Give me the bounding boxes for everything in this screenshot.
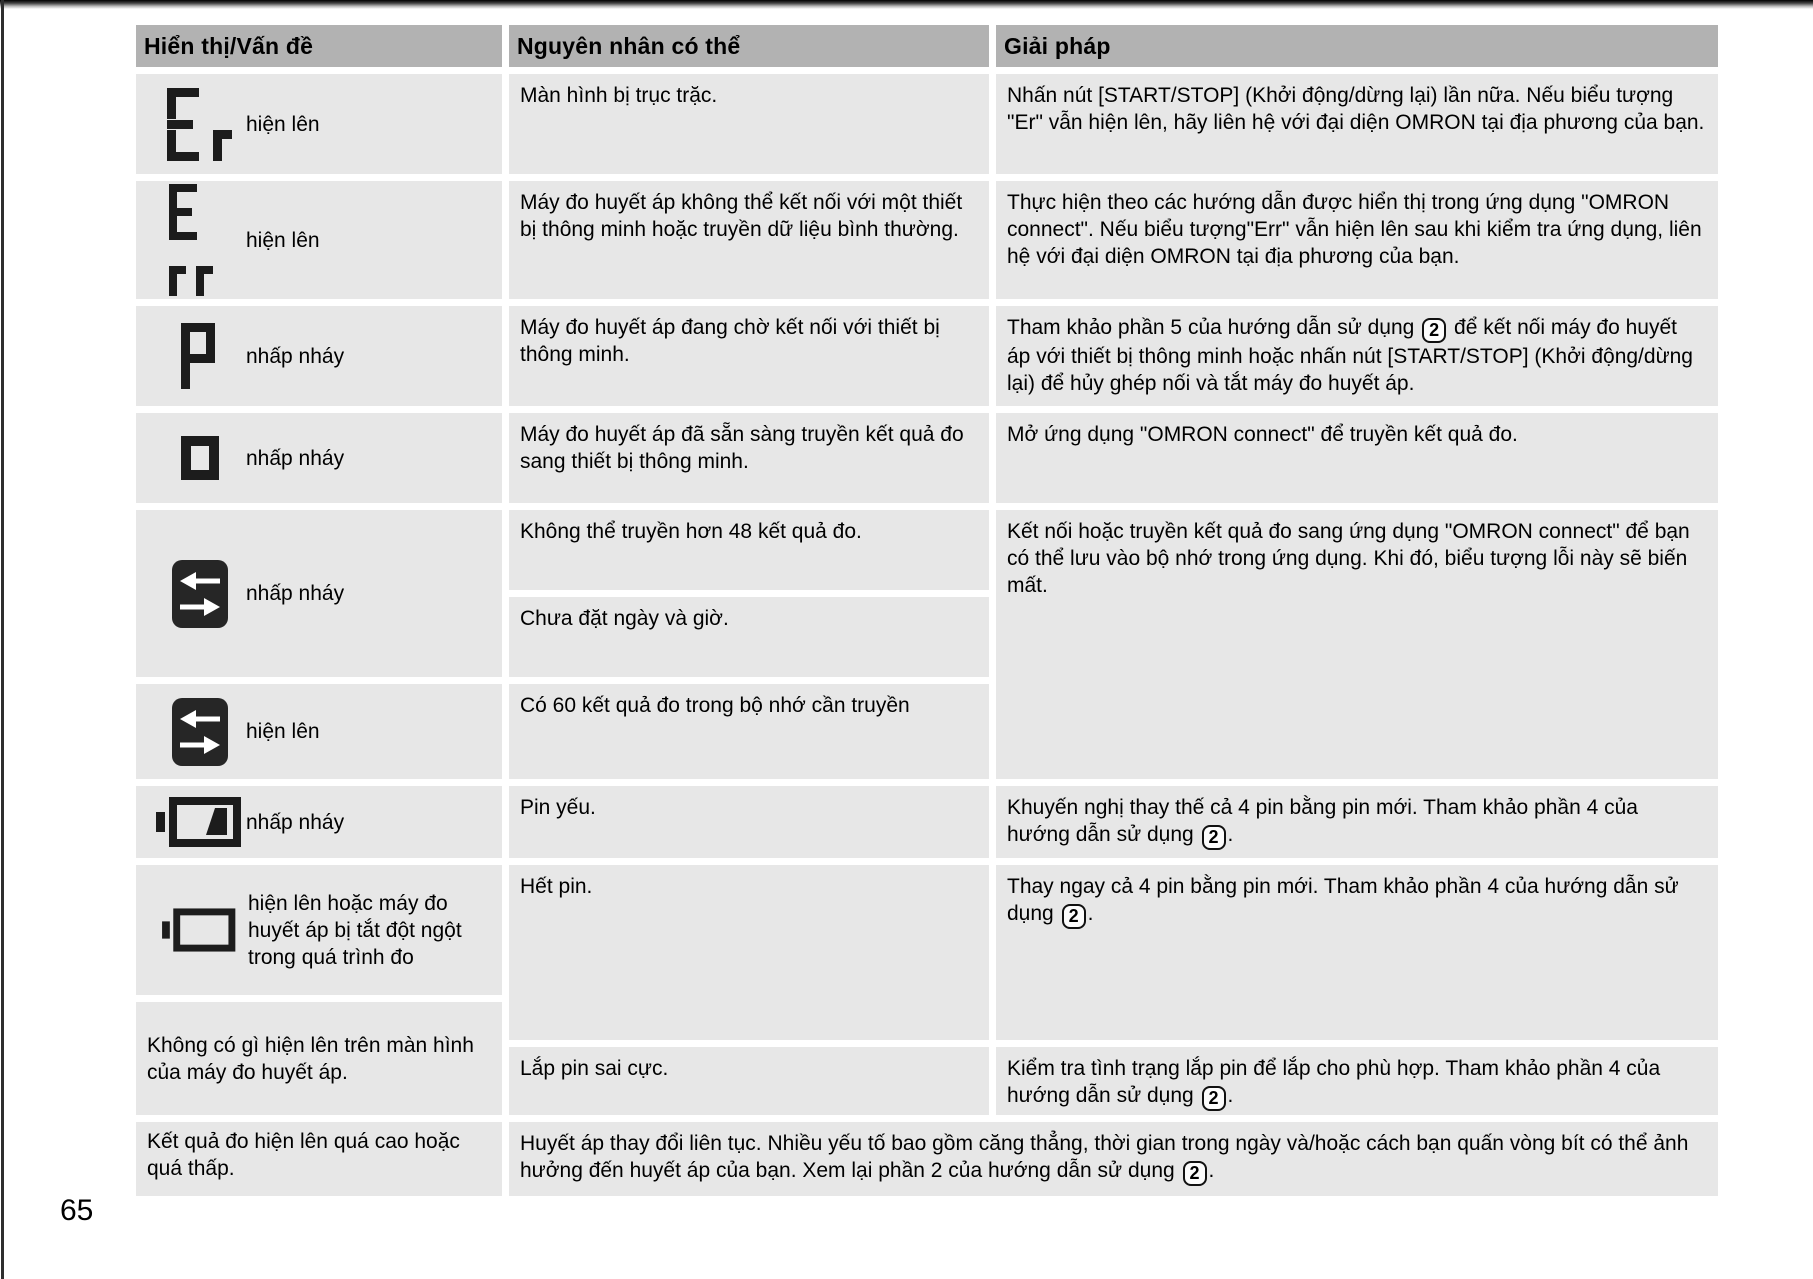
display-state-label: nhấp nháy — [246, 810, 345, 834]
solution-cell: Tham khảo phần 5 của hướng dẫn sử dụng 2 để kết nối máy đo huyết áp với thiết bị thông minh hoặc nhấn nút [START/STOP] (Khởi động/dừng lại) để hủy ghép nối và tắt máy đo huyết áp. — [996, 306, 1718, 406]
column-header-cause-label: Nguyên nhân có thể — [517, 32, 741, 59]
seven-segment-p-icon — [154, 323, 246, 389]
display-state-label: hiện lên — [246, 228, 320, 252]
battery-low-icon — [154, 793, 246, 851]
column-header-cause — [509, 25, 989, 67]
cause-cell: Hết pin. — [509, 865, 989, 1040]
manual-book-2-badge: 2 — [1202, 825, 1226, 850]
column-header-display-label: Hiển thị/Vấn đề — [144, 32, 314, 59]
manual-book-2-badge: 2 — [1422, 318, 1446, 343]
display-cell-nothing-appears — [136, 1002, 502, 1115]
display-state-label: nhấp nháy — [246, 582, 345, 605]
seven-segment-o-icon — [154, 436, 246, 480]
solution-cell: Kết nối hoặc truyền kết quả đo sang ứng dụng "OMRON connect" để bạn có thể lưu vào bộ nhớ trong ứng dụng. Khi đó, biểu tượng lỗi này sẽ biến mất. — [996, 510, 1718, 779]
display-cell-battery-low — [136, 786, 502, 858]
display-state-label: nhấp nháy — [246, 446, 345, 470]
cause-cell: Không thể truyền hơn 48 kết quả đo. — [509, 510, 989, 590]
display-cell-sync-solid — [136, 684, 502, 779]
cause-cell: Máy đo huyết áp đã sẵn sàng truyền kết quả đo sang thiết bị thông minh. — [509, 413, 989, 503]
solution-cell: Khuyến nghị thay thế cả 4 pin bằng pin mới. Tham khảo phần 4 của hướng dẫn sử dụng 2 . — [996, 786, 1718, 858]
cause-solution-cell: Huyết áp thay đổi liên tục. Nhiều yếu tố bao gồm căng thẳng, thời gian trong ngày và/hoặc cách bạn quấn vòng bít có thể ảnh hưởng đến huyết áp của bạn. Xem lại phần 2 của hướng dẫn sử dụng 2 . — [509, 1122, 1718, 1196]
manual-book-2-badge: 2 — [1062, 904, 1086, 929]
manual-book-2-badge: 2 — [1183, 1161, 1207, 1186]
solution-cell: Thay ngay cả 4 pin bằng pin mới. Tham khảo phần 4 của hướng dẫn sử dụng 2 . — [996, 865, 1718, 1040]
solution-cell: Mở ứng dụng "OMRON connect" để truyền kết quả đo. — [996, 413, 1718, 503]
cause-cell: Chưa đặt ngày và giờ. — [509, 597, 989, 677]
cause-cell: Có 60 kết quả đo trong bộ nhớ cần truyền — [509, 684, 989, 779]
display-cell-results-high-low — [136, 1122, 502, 1196]
page-number: 65 — [60, 1194, 94, 1227]
cause-cell: Máy đo huyết áp đang chờ kết nối với thiết bị thông minh. — [509, 306, 989, 406]
cause-cell: Pin yếu. — [509, 786, 989, 858]
column-header-solution-label: Giải pháp — [1004, 32, 1111, 59]
display-cell-o — [136, 413, 502, 503]
troubleshooting-table — [136, 25, 1718, 1196]
display-state-label: hiện lên — [246, 112, 320, 136]
display-cell-sync-blinking — [136, 510, 502, 677]
seven-segment-err-icon — [154, 184, 246, 296]
seven-segment-er-icon — [154, 86, 246, 162]
solution-cell: Kiểm tra tình trạng lắp pin để lắp cho phù hợp. Tham khảo phần 4 của hướng dẫn sử dụng 2 . — [996, 1047, 1718, 1115]
display-cell-err — [136, 181, 502, 299]
display-cell-battery-empty — [136, 865, 502, 995]
display-cell-er — [136, 74, 502, 174]
column-header-display — [136, 25, 502, 67]
solution-cell: Thực hiện theo các hướng dẫn được hiển thị trong ứng dụng "OMRON connect". Nếu biểu tượng"Err" vẫn hiện lên sau khi kiểm tra ứng dụng, liên hệ với đại diện OMRON tại địa phương của bạn. — [996, 181, 1718, 299]
display-cell-p — [136, 306, 502, 406]
sync-arrows-icon — [154, 698, 246, 766]
display-state-label: hiện lên hoặc máy đo huyết áp bị tắt đột ngột trong quá trình đo — [248, 891, 462, 969]
battery-empty-icon — [154, 905, 248, 955]
display-state-label: hiện lên — [246, 720, 320, 743]
display-state-label: nhấp nháy — [246, 344, 345, 368]
sync-arrows-icon — [154, 560, 246, 628]
cause-cell: Máy đo huyết áp không thể kết nối với một thiết bị thông minh hoặc truyền dữ liệu bình thường. — [509, 181, 989, 299]
page-top-shadow — [0, 0, 1813, 9]
manual-book-2-badge: 2 — [1202, 1086, 1226, 1111]
cause-cell: Lắp pin sai cực. — [509, 1047, 989, 1115]
column-header-solution — [996, 25, 1718, 67]
cause-cell: Màn hình bị trục trặc. — [509, 74, 989, 174]
solution-cell: Nhấn nút [START/STOP] (Khởi động/dừng lại) lần nữa. Nếu biểu tượng "Er" vẫn hiện lên, hãy liên hệ với đại diện OMRON tại địa phương của bạn. — [996, 74, 1718, 174]
problem-label: Không có gì hiện lên trên màn hình của máy đo huyết áp. — [147, 1033, 474, 1084]
page-left-rule — [1, 0, 4, 1279]
problem-label: Kết quả đo hiện lên quá cao hoặc quá thấp. — [147, 1130, 460, 1180]
